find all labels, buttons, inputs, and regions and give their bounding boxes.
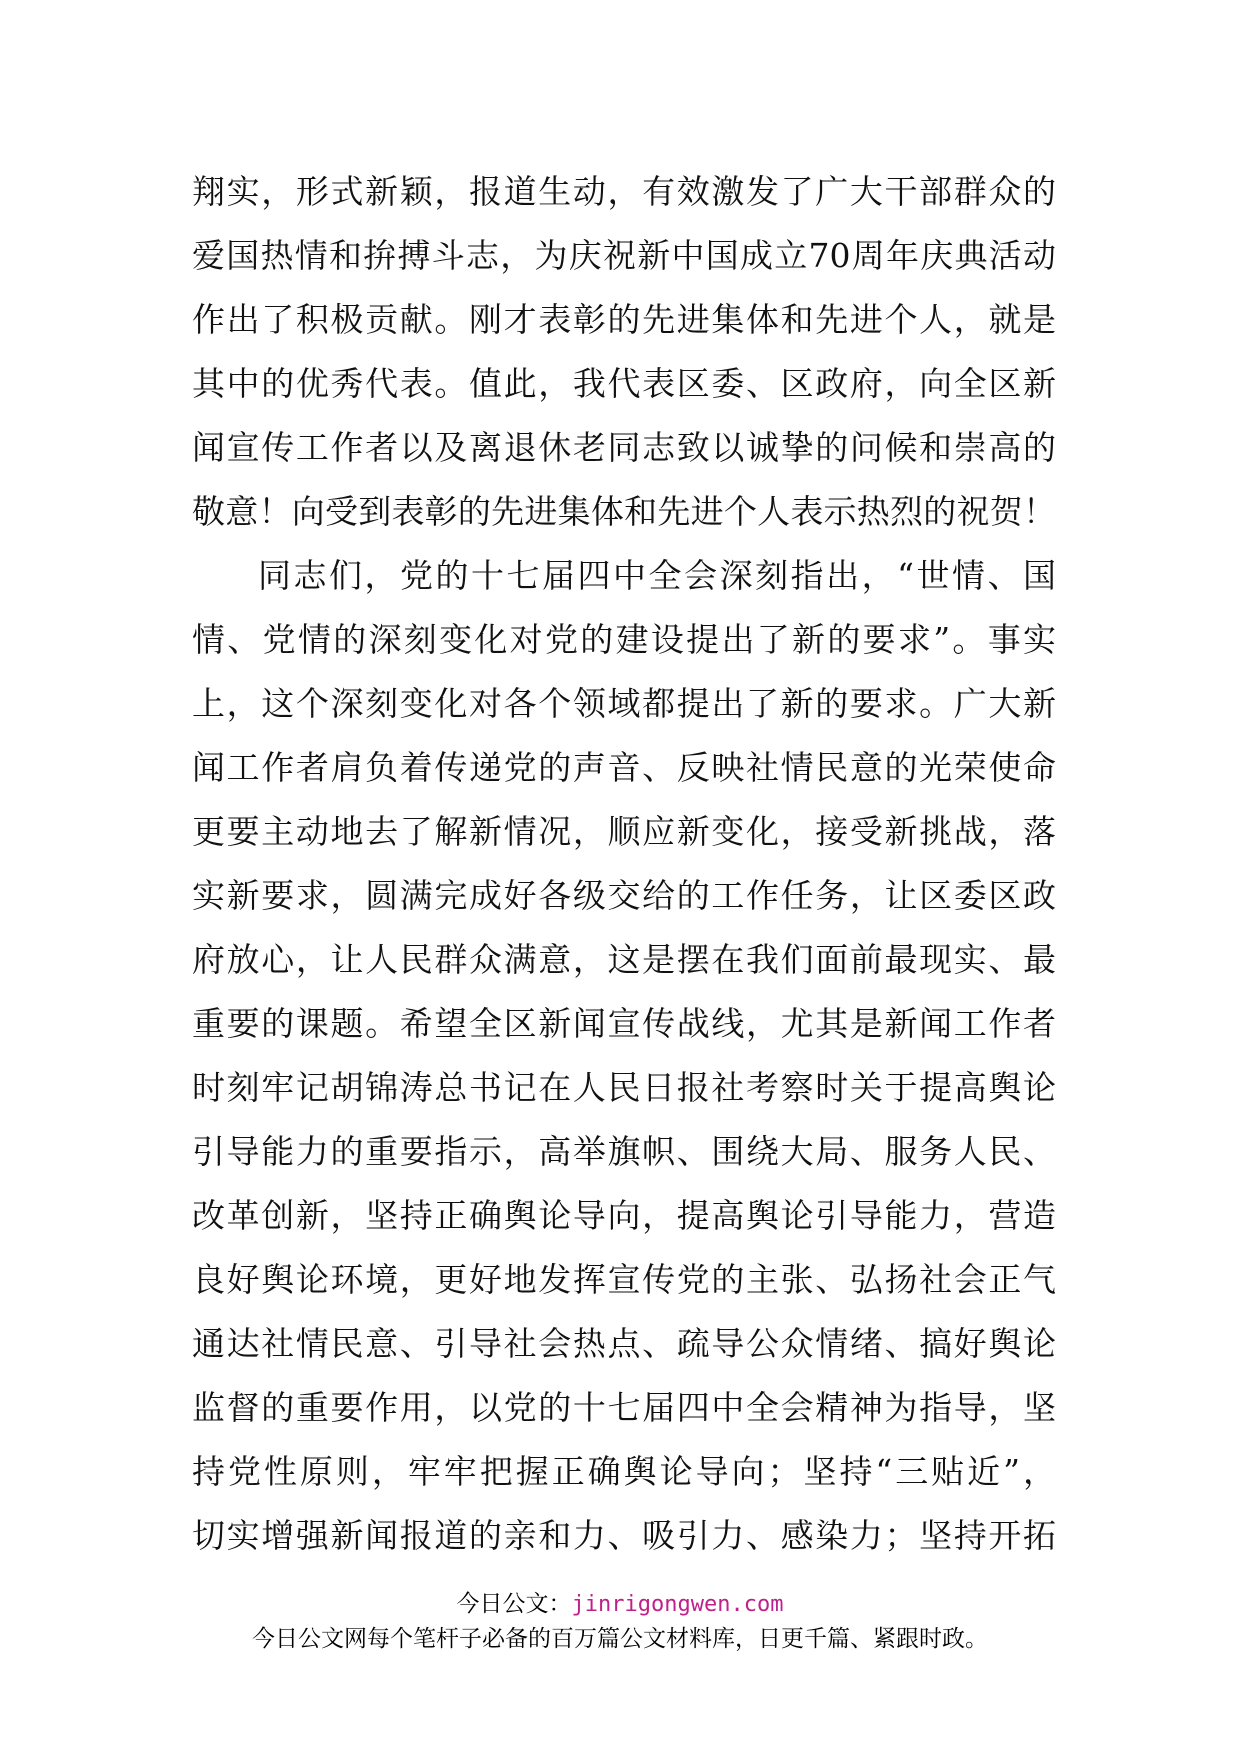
text-line: 更要主动地去了解新情况，顺应新变化，接受新挑战，落 bbox=[192, 812, 1056, 851]
text-line: 持党性原则，牢牢把握正确舆论导向；坚持“三贴近”， bbox=[192, 1452, 1056, 1491]
text-line: 敬意！向受到表彰的先进集体和先进个人表示热烈的祝贺！ bbox=[192, 492, 1056, 531]
text-line: 良好舆论环境，更好地发挥宣传党的主张、弘扬社会正气 bbox=[192, 1260, 1056, 1299]
text-line: 通达社情民意、引导社会热点、疏导公众情绪、搞好舆论 bbox=[192, 1324, 1056, 1363]
document-body bbox=[192, 160, 1056, 1568]
footer-site-url[interactable]: jinrigongwen.com bbox=[571, 1592, 784, 1617]
text-line: 重要的课题。希望全区新闻宣传战线，尤其是新闻工作者 bbox=[192, 1004, 1056, 1043]
text-line: 情、党情的深刻变化对党的建设提出了新的要求”。事实 bbox=[192, 620, 1056, 659]
text-line: 闻工作者肩负着传递党的声音、反映社情民意的光荣使命 bbox=[192, 748, 1056, 787]
footer-site-line bbox=[0, 1589, 1240, 1620]
paragraph-1 bbox=[192, 160, 1056, 544]
text-line: 实新要求，圆满完成好各级交给的工作任务，让区委区政 bbox=[192, 876, 1056, 915]
text-line: 翔实，形式新颖，报道生动，有效激发了广大干部群众的 bbox=[192, 172, 1056, 211]
text-line: 其中的优秀代表。值此，我代表区委、区政府，向全区新 bbox=[192, 364, 1056, 403]
text-line: 时刻牢记胡锦涛总书记在人民日报社考察时关于提高舆论 bbox=[192, 1068, 1056, 1107]
text-line: 上，这个深刻变化对各个领域都提出了新的要求。广大新 bbox=[192, 684, 1056, 723]
text-line: 切实增强新闻报道的亲和力、吸引力、感染力；坚持开拓 bbox=[192, 1516, 1056, 1555]
text-line: 监督的重要作用，以党的十七届四中全会精神为指导，坚 bbox=[192, 1388, 1056, 1427]
text-line: 作出了积极贡献。刚才表彰的先进集体和先进个人，就是 bbox=[192, 300, 1056, 339]
text-line: 改革创新，坚持正确舆论导向，提高舆论引导能力，营造 bbox=[192, 1196, 1056, 1235]
paragraph-2 bbox=[192, 544, 1056, 1568]
text-line: 府放心，让人民群众满意，这是摆在我们面前最现实、最 bbox=[192, 940, 1056, 979]
text-line: 爱国热情和拚搏斗志，为庆祝新中国成立70周年庆典活动 bbox=[192, 236, 1056, 275]
text-line: 同志们，党的十七届四中全会深刻指出，“世情、国 bbox=[258, 556, 1056, 595]
footer-slogan: 今日公文网每个笔杆子必备的百万篇公文材料库，日更千篇、紧跟时政。 bbox=[252, 1626, 988, 1652]
text-line: 闻宣传工作者以及离退休老同志致以诚挚的问候和崇高的 bbox=[192, 428, 1056, 467]
text-line: 引导能力的重要指示，高举旗帜、围绕大局、服务人民、 bbox=[192, 1132, 1056, 1171]
footer-site-label: 今日公文： bbox=[456, 1591, 572, 1617]
